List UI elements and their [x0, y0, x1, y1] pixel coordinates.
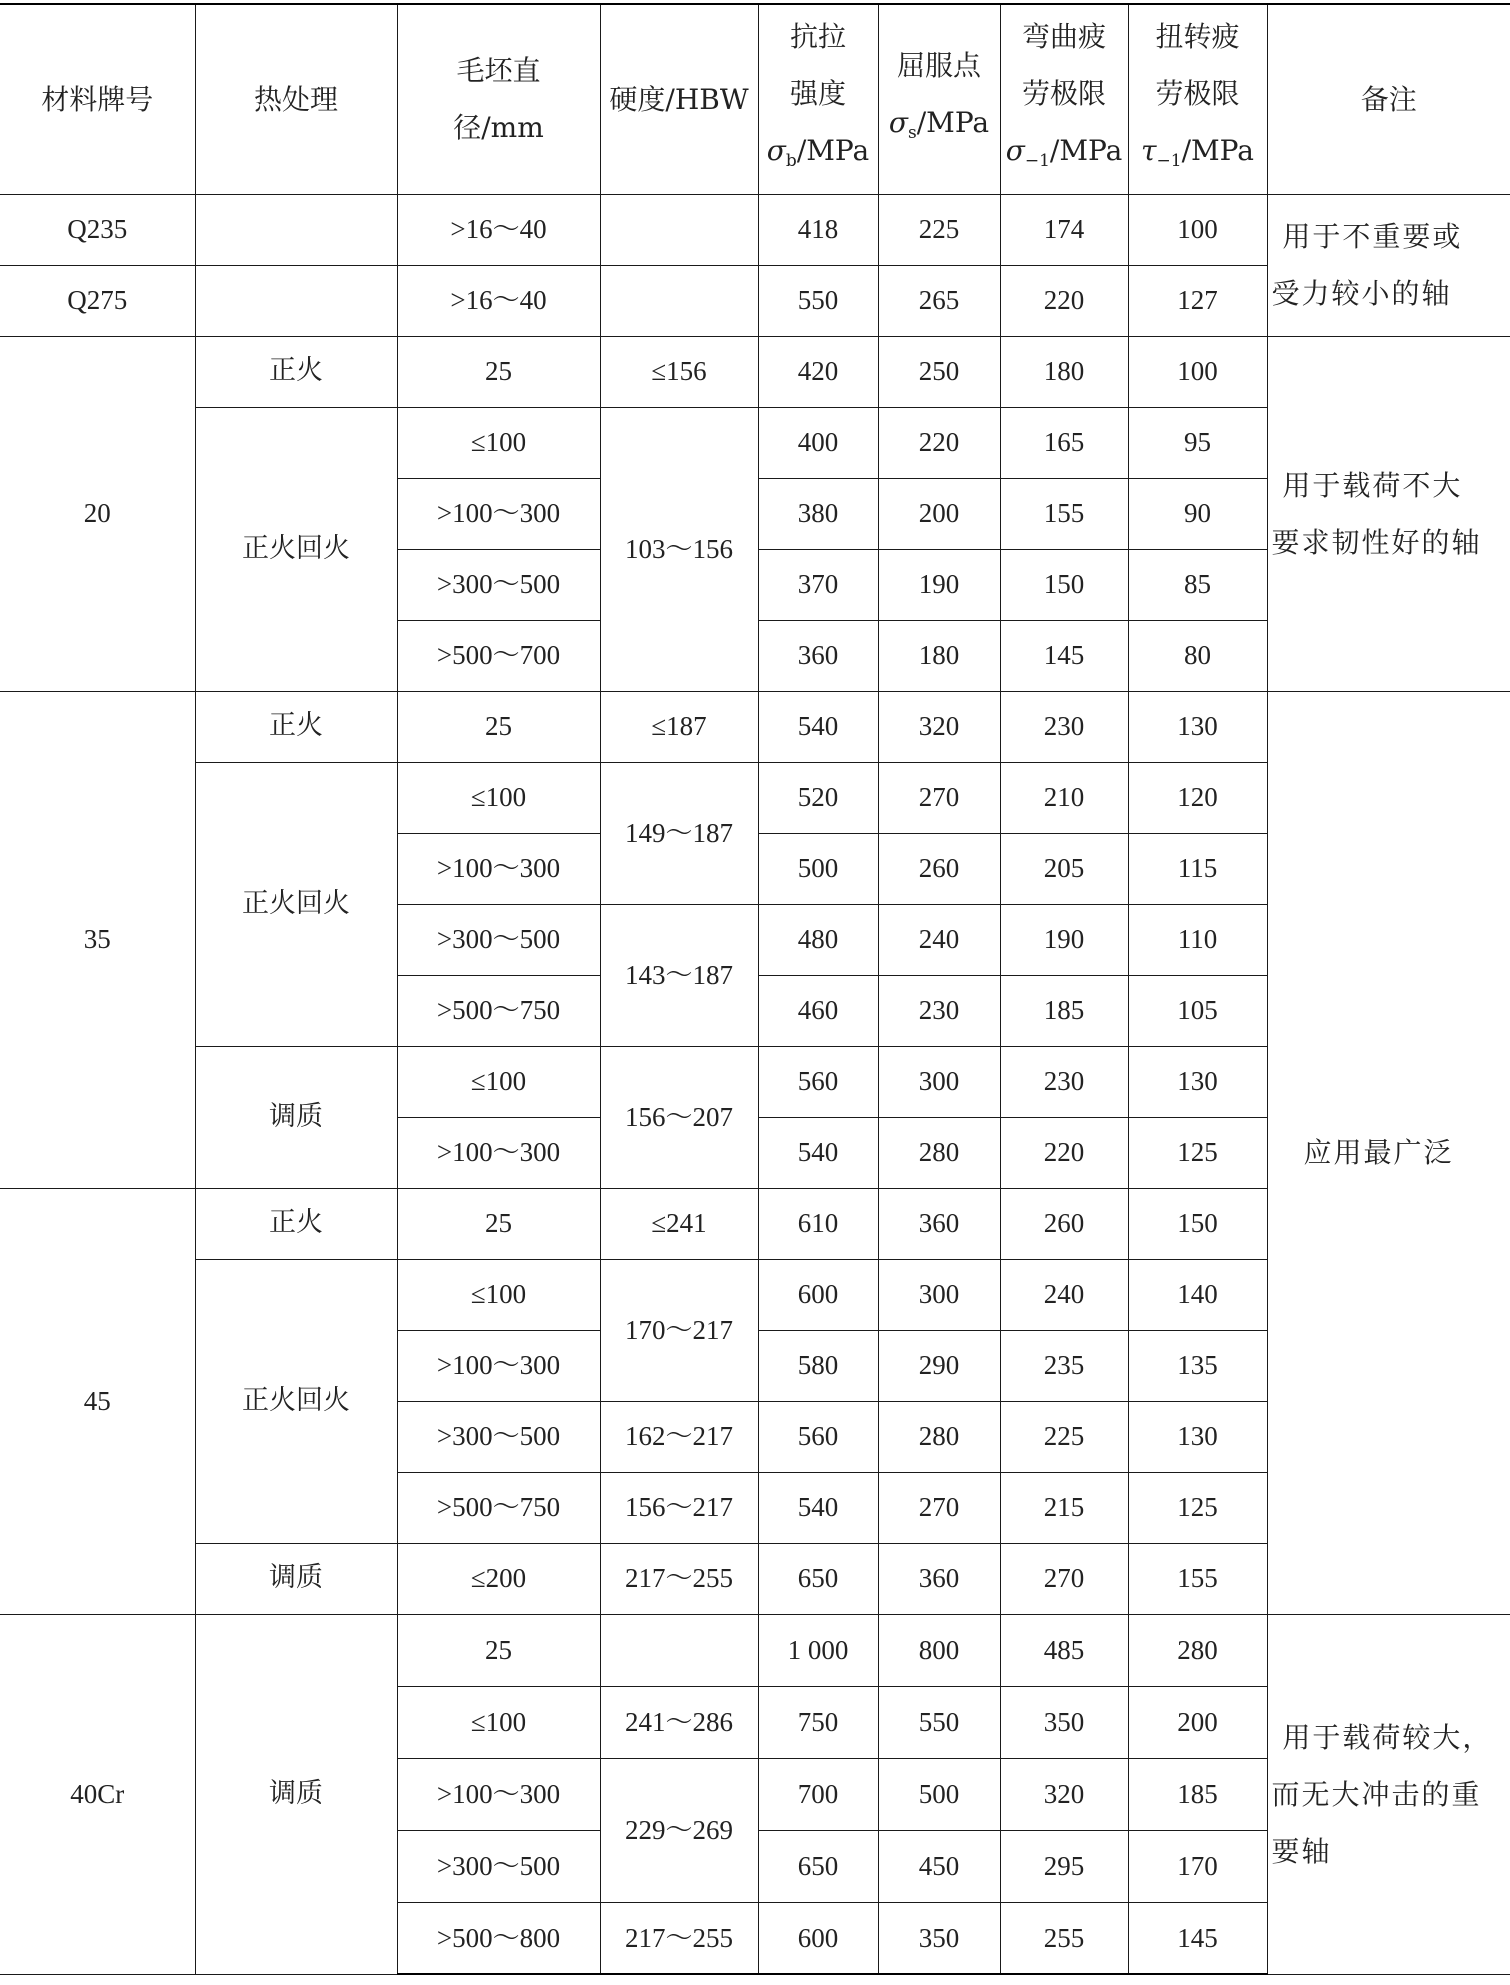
bending-cell: 185 [1000, 975, 1128, 1046]
yield-cell: 270 [878, 762, 1000, 833]
yield-cell: 260 [878, 833, 1000, 904]
yield-cell: 800 [878, 1614, 1000, 1686]
diameter-cell: >500～750 [397, 1472, 600, 1543]
yield-cell: 240 [878, 904, 1000, 975]
diameter-cell: ≤100 [397, 1046, 600, 1117]
hardness-cell: ≤156 [600, 336, 758, 407]
yield-cell: 360 [878, 1188, 1000, 1259]
remark-cell: 应用最广泛 [1267, 691, 1510, 1614]
yield-cell: 230 [878, 975, 1000, 1046]
hardness-cell: ≤187 [600, 691, 758, 762]
hardness-cell: 162～217 [600, 1401, 758, 1472]
heat-cell: 调质 [195, 1046, 397, 1188]
bending-cell: 235 [1000, 1330, 1128, 1401]
yield-cell: 190 [878, 549, 1000, 620]
header-torsion-fatigue: 扭转疲 劳极限 $\tau_{-1}$/MPa [1128, 4, 1267, 194]
material-cell: 45 [0, 1188, 195, 1614]
hardness-cell: 143～187 [600, 904, 758, 1046]
heat-cell: 正火回火 [195, 1259, 397, 1543]
diameter-cell: 25 [397, 1614, 600, 1686]
hardness-cell: 241～286 [600, 1686, 758, 1758]
yield-cell: 265 [878, 265, 1000, 336]
bending-cell: 205 [1000, 833, 1128, 904]
yield-cell: 320 [878, 691, 1000, 762]
heat-cell: 调质 [195, 1543, 397, 1614]
torsion-cell: 200 [1128, 1686, 1267, 1758]
shaft-material-table [0, 3, 1510, 1975]
bending-cell: 155 [1000, 478, 1128, 549]
diameter-cell: ≤100 [397, 1259, 600, 1330]
torsion-cell: 185 [1128, 1758, 1267, 1830]
bending-cell: 165 [1000, 407, 1128, 478]
header-blank-diameter: 毛坯直 径/mm [397, 4, 600, 194]
diameter-cell: ≤100 [397, 762, 600, 833]
heat-cell: 正火回火 [195, 762, 397, 1046]
bending-cell: 270 [1000, 1543, 1128, 1614]
tensile-cell: 600 [758, 1259, 878, 1330]
remark-cell: 用于载荷不大 要求韧性好的轴 [1267, 336, 1510, 691]
diameter-cell: 25 [397, 336, 600, 407]
material-table-wrapper [0, 3, 1510, 1975]
yield-cell: 300 [878, 1259, 1000, 1330]
diameter-cell: >100～300 [397, 1330, 600, 1401]
tensile-cell: 560 [758, 1046, 878, 1117]
diameter-cell: >100～300 [397, 1117, 600, 1188]
header-bending-fatigue: 弯曲疲 劳极限 $\sigma_{-1}$/MPa [1000, 4, 1128, 194]
table-row [0, 691, 1510, 762]
hardness-cell [600, 1614, 758, 1686]
yield-cell: 220 [878, 407, 1000, 478]
bending-cell: 485 [1000, 1614, 1128, 1686]
torsion-cell: 125 [1128, 1472, 1267, 1543]
diameter-cell: >300～500 [397, 1401, 600, 1472]
diameter-cell: >300～500 [397, 549, 600, 620]
tensile-cell: 550 [758, 265, 878, 336]
tensile-cell: 360 [758, 620, 878, 691]
yield-cell: 200 [878, 478, 1000, 549]
hardness-cell [600, 265, 758, 336]
hardness-cell: 103～156 [600, 407, 758, 691]
diameter-cell: >100～300 [397, 478, 600, 549]
bending-cell: 190 [1000, 904, 1128, 975]
torsion-cell: 90 [1128, 478, 1267, 549]
yield-cell: 280 [878, 1117, 1000, 1188]
bending-cell: 320 [1000, 1758, 1128, 1830]
heat-cell [195, 194, 397, 265]
diameter-cell: >300～500 [397, 904, 600, 975]
table-row [0, 194, 1510, 265]
diameter-cell: 25 [397, 691, 600, 762]
remark-cell: 用于载荷较大， 而无大冲击的重 要轴 [1267, 1614, 1510, 1974]
diameter-cell: >100～300 [397, 833, 600, 904]
tensile-cell: 540 [758, 691, 878, 762]
torsion-cell: 85 [1128, 549, 1267, 620]
diameter-cell: >500～750 [397, 975, 600, 1046]
yield-cell: 450 [878, 1830, 1000, 1902]
heat-cell: 调质 [195, 1614, 397, 1974]
tensile-cell: 580 [758, 1330, 878, 1401]
torsion-cell: 100 [1128, 194, 1267, 265]
torsion-cell: 120 [1128, 762, 1267, 833]
torsion-cell: 115 [1128, 833, 1267, 904]
heat-cell: 正火 [195, 336, 397, 407]
torsion-cell: 80 [1128, 620, 1267, 691]
tensile-cell: 380 [758, 478, 878, 549]
bending-cell: 180 [1000, 336, 1128, 407]
diameter-cell: >500～700 [397, 620, 600, 691]
yield-cell: 550 [878, 1686, 1000, 1758]
heat-cell: 正火 [195, 1188, 397, 1259]
yield-cell: 250 [878, 336, 1000, 407]
tensile-cell: 650 [758, 1830, 878, 1902]
header-material: 材料牌号 [0, 4, 195, 194]
yield-cell: 290 [878, 1330, 1000, 1401]
header-yield-point: 屈服点 $\sigma_s$/MPa [878, 4, 1000, 194]
torsion-cell: 145 [1128, 1902, 1267, 1974]
tensile-cell: 370 [758, 549, 878, 620]
hardness-cell: 217～255 [600, 1543, 758, 1614]
header-tensile-strength: 抗拉 强度 $\sigma_b$/MPa [758, 4, 878, 194]
header-row [0, 4, 1510, 194]
torsion-cell: 280 [1128, 1614, 1267, 1686]
bending-cell: 220 [1000, 265, 1128, 336]
bending-cell: 350 [1000, 1686, 1128, 1758]
yield-cell: 360 [878, 1543, 1000, 1614]
yield-cell: 225 [878, 194, 1000, 265]
yield-cell: 500 [878, 1758, 1000, 1830]
torsion-cell: 127 [1128, 265, 1267, 336]
bending-cell: 230 [1000, 691, 1128, 762]
bending-cell: 255 [1000, 1902, 1128, 1974]
yield-cell: 300 [878, 1046, 1000, 1117]
heat-cell [195, 265, 397, 336]
material-cell: 35 [0, 691, 195, 1188]
tensile-cell: 460 [758, 975, 878, 1046]
diameter-cell: >500～800 [397, 1902, 600, 1974]
diameter-cell: ≤100 [397, 1686, 600, 1758]
tensile-cell: 560 [758, 1401, 878, 1472]
bending-cell: 225 [1000, 1401, 1128, 1472]
tensile-cell: 1 000 [758, 1614, 878, 1686]
diameter-cell: >300～500 [397, 1830, 600, 1902]
bending-cell: 240 [1000, 1259, 1128, 1330]
tensile-cell: 420 [758, 336, 878, 407]
heat-cell: 正火 [195, 691, 397, 762]
header-heat-treatment: 热处理 [195, 4, 397, 194]
tensile-cell: 540 [758, 1117, 878, 1188]
torsion-cell: 150 [1128, 1188, 1267, 1259]
bending-cell: 230 [1000, 1046, 1128, 1117]
bending-cell: 145 [1000, 620, 1128, 691]
diameter-cell: >16～40 [397, 265, 600, 336]
bending-cell: 260 [1000, 1188, 1128, 1259]
torsion-cell: 140 [1128, 1259, 1267, 1330]
yield-cell: 180 [878, 620, 1000, 691]
hardness-cell: 217～255 [600, 1902, 758, 1974]
remark-cell: 用于不重要或 受力较小的轴 [1267, 194, 1510, 336]
header-hardness: 硬度/HBW [600, 4, 758, 194]
yield-cell: 270 [878, 1472, 1000, 1543]
bending-cell: 295 [1000, 1830, 1128, 1902]
torsion-cell: 130 [1128, 1401, 1267, 1472]
torsion-cell: 130 [1128, 691, 1267, 762]
tensile-cell: 520 [758, 762, 878, 833]
torsion-cell: 125 [1128, 1117, 1267, 1188]
bending-cell: 150 [1000, 549, 1128, 620]
torsion-cell: 130 [1128, 1046, 1267, 1117]
material-cell: 40Cr [0, 1614, 195, 1974]
tensile-cell: 480 [758, 904, 878, 975]
tensile-cell: 500 [758, 833, 878, 904]
hardness-cell: ≤241 [600, 1188, 758, 1259]
tensile-cell: 418 [758, 194, 878, 265]
yield-cell: 280 [878, 1401, 1000, 1472]
torsion-cell: 170 [1128, 1830, 1267, 1902]
hardness-cell [600, 194, 758, 265]
hardness-cell: 149～187 [600, 762, 758, 904]
diameter-cell: ≤100 [397, 407, 600, 478]
diameter-cell: ≤200 [397, 1543, 600, 1614]
tensile-cell: 750 [758, 1686, 878, 1758]
material-cell: Q235 [0, 194, 195, 265]
diameter-cell: >16～40 [397, 194, 600, 265]
material-cell: 20 [0, 336, 195, 691]
tensile-cell: 610 [758, 1188, 878, 1259]
bending-cell: 174 [1000, 194, 1128, 265]
heat-cell: 正火回火 [195, 407, 397, 691]
tensile-cell: 540 [758, 1472, 878, 1543]
diameter-cell: >100～300 [397, 1758, 600, 1830]
header-remark: 备注 [1267, 4, 1510, 194]
bending-cell: 220 [1000, 1117, 1128, 1188]
torsion-cell: 155 [1128, 1543, 1267, 1614]
torsion-cell: 95 [1128, 407, 1267, 478]
tensile-cell: 600 [758, 1902, 878, 1974]
table-row [0, 336, 1510, 407]
torsion-cell: 135 [1128, 1330, 1267, 1401]
hardness-cell: 229～269 [600, 1758, 758, 1902]
hardness-cell: 156～207 [600, 1046, 758, 1188]
hardness-cell: 156～217 [600, 1472, 758, 1543]
bending-cell: 215 [1000, 1472, 1128, 1543]
material-cell: Q275 [0, 265, 195, 336]
torsion-cell: 105 [1128, 975, 1267, 1046]
tensile-cell: 650 [758, 1543, 878, 1614]
yield-cell: 350 [878, 1902, 1000, 1974]
hardness-cell: 170～217 [600, 1259, 758, 1401]
table-row [0, 1614, 1510, 1686]
diameter-cell: 25 [397, 1188, 600, 1259]
tensile-cell: 700 [758, 1758, 878, 1830]
tensile-cell: 400 [758, 407, 878, 478]
torsion-cell: 100 [1128, 336, 1267, 407]
torsion-cell: 110 [1128, 904, 1267, 975]
bending-cell: 210 [1000, 762, 1128, 833]
